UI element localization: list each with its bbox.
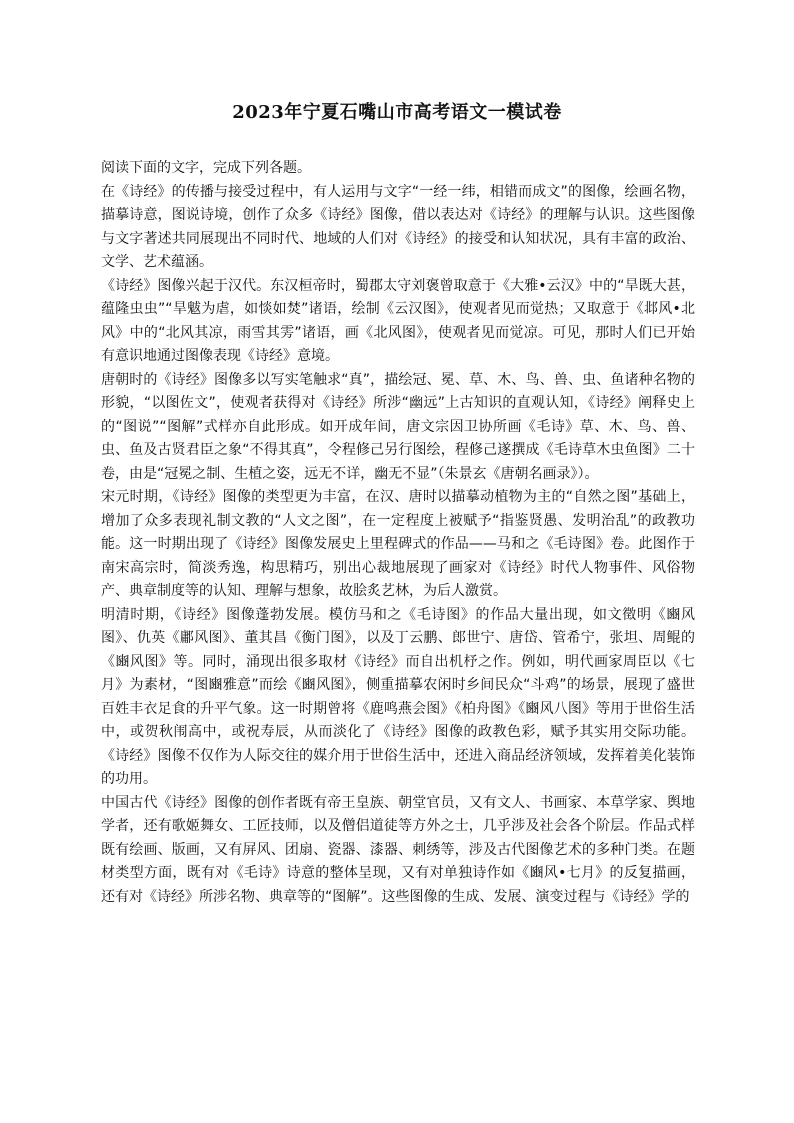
paragraph-5: 明清时期，《诗经》图像蓬勃发展。模仿马和之《毛诗图》的作品大量出现，如文徵明《豳风图》、仇英《鄘风图》、董其昌《衡门图》，以及丁云鹏、郎世宁、唐岱、管希宁，张坦、周鲲的《豳风图》等。同时，涌现出很多取材《诗经》而自出机杼之作。例如，明代画家周臣以《七月》为素材，“图豳雅意”而绘《豳风图》，侧重描摹农闲时乡间民众“斗鸡”的场景，展现了盛世百姓丰衣足食的升平气象。这一时期曾将《鹿鸣燕会图》《柏舟图》《豳风八图》等用于世俗生活中，或贺秋闱高中，或祝寿辰，从而淡化了《诗经》图像的政教色彩，赋予其实用交际功能。《诗经》图像不仅作为人际交往的媒介用于世俗生活中，还进入商品经济领域，发挥着美化装饰的功用。	[101, 606, 695, 787]
document-body	[101, 157, 695, 909]
paragraph-4: 宋元时期，《诗经》图像的类型更为丰富，在汉、唐时以描摹动植物为主的“自然之图”基础上，增加了众多表现礼制文教的“人文之图”，在一定程度上被赋予“指鉴贤愚、发明治乱”的政教功能。这一时期出现了《诗经》图像发展史上里程碑式的作品——马和之《毛诗图》卷。此图作于南宋高宗时，简淡秀逸，构思精巧，别出心裁地展现了画家对《诗经》时代人物事件、风俗物产、典章制度等的认知、理解与想象，故脍炙艺林，为后人激赏。	[101, 489, 695, 599]
paragraph-6: 中国古代《诗经》图像的创作者既有帝王皇族、朝堂官员，又有文人、书画家、本草学家、舆地学者，还有歌姬舞女、工匠技师，以及僧侣道徒等方外之士，几乎涉及社会各个阶层。作品式样既有绘画、版画，又有屏风、团扇、瓷器、漆器、刺绣等，涉及古代图像艺术的多种门类。在题材类型方面，既有对《毛诗》诗意的整体呈现，又有对单独诗作如《豳风•七月》的反复描画，还有对《诗经》所涉名物、典章等的“图解”。这些图像的生成、发展、演变过程与《诗经》学的	[101, 794, 695, 905]
paragraph-3: 唐朝时的《诗经》图像多以写实笔触求“真”，描绘冠、冕、草、木、鸟、兽、虫、鱼诸种名物的形貌，“以图佐文”，使观者获得对《诗经》所涉“幽远”上古知识的直观认知，《诗经》阐释史上的“图说”“图解”式样亦自此形成。如开成年间，唐文宗因卫协所画《毛诗》草、木、鸟、兽、虫、鱼及古贤君臣之象“不得其真”，令程修己另行图绘，程修己遂撰成《毛诗草木虫鱼图》二十卷，由是“冠冕之制、生植之姿，远无不详，幽无不显”（朱景玄《唐朝名画录》）。	[101, 371, 695, 482]
document-title: 2023年宁夏石嘴山市高考语文一模试卷	[232, 102, 562, 123]
paragraph-1: 在《诗经》的传播与接受过程中，有人运用与文字“一经一纬，相错而成文”的图像，绘画名物，描摹诗意，图说诗境，创作了众多《诗经》图像，借以表达对《诗经》的理解与认识。这些图像与文字著述共同展现出不同时代、地域的人们对《诗经》的接受和认知状况，具有丰富的政治、文学、艺术蕴涵。	[101, 183, 695, 270]
paragraph-2: 《诗经》图像兴起于汉代。东汉桓帝时，蜀郡太守刘褒曾取意于《大雅•云汉》中的“旱既大甚，蕴隆虫虫”“旱魃为虐，如惔如焚”诸语，绘制《云汉图》，使观者见而觉热；又取意于《邶风•北风》中的“北风其凉，雨雪其雱”诸语，画《北风图》，使观者见而觉凉。可见，那时人们已开始有意识地通过图像表现《诗经》意境。	[101, 277, 695, 364]
instruction-text: 阅读下面的文字，完成下列各题。	[101, 160, 311, 176]
